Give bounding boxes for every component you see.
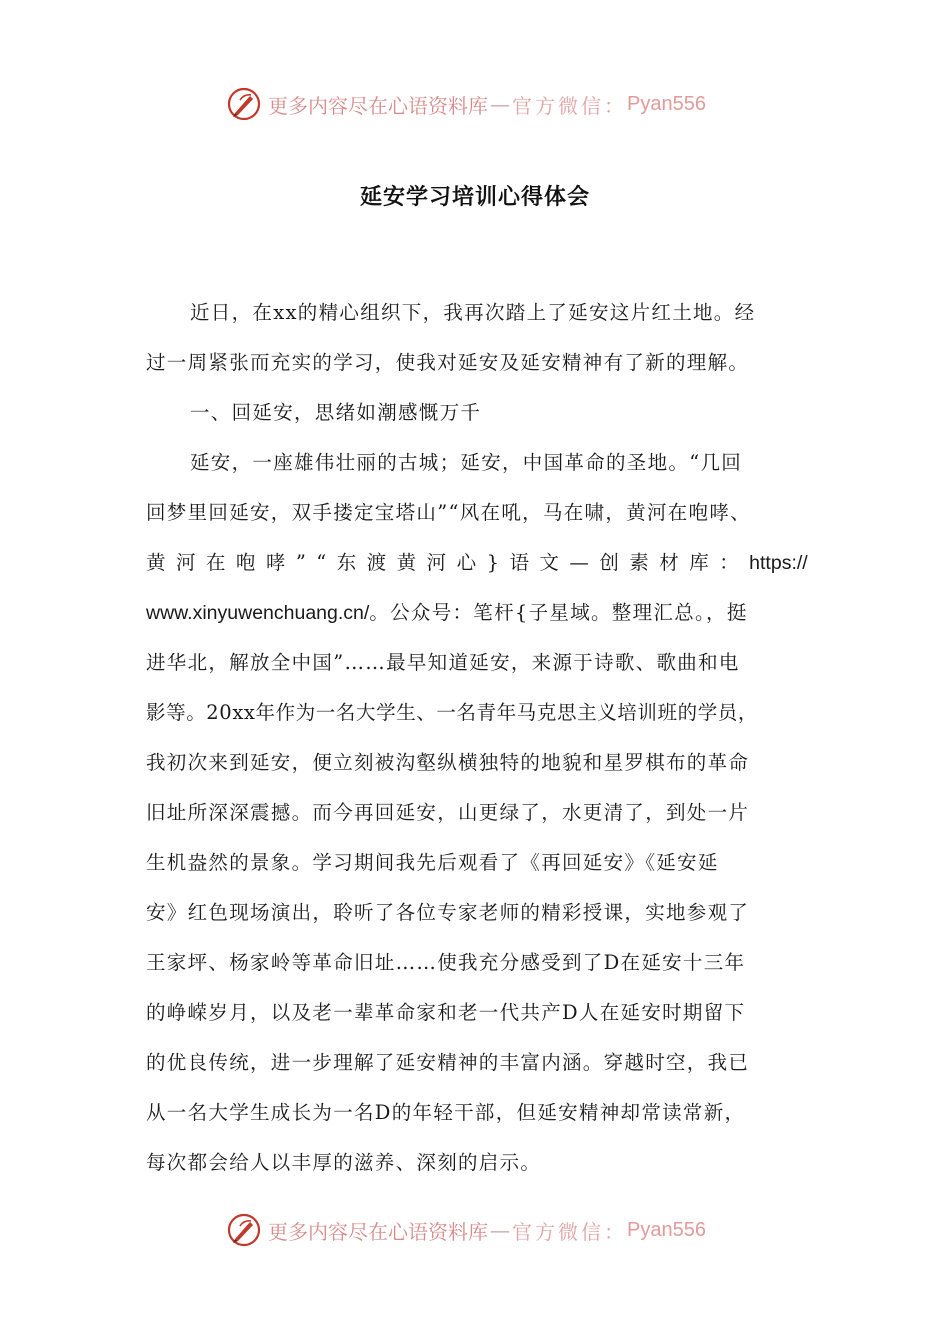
paragraph-2-line-1: 延安，一座雄伟壮丽的古城；延安，中国革命的圣地。“几回 — [190, 451, 743, 474]
paragraph-2-line-13: 的优良传统，进一步理解了延安精神的丰富内涵。穿越时空，我已 — [146, 1051, 750, 1074]
spread-char: 哮 — [265, 551, 286, 574]
spread-char: 在 — [205, 551, 226, 574]
spread-char: 黄 — [146, 551, 166, 574]
paragraph-2-line-12: 的峥嵘岁月，以及老一辈革命家和老一代共产D人在延安时期留下 — [146, 1001, 746, 1024]
spread-char: 东 — [336, 551, 357, 574]
paragraph-2-line-6: 影等。20xx年作为一名大学生、一名青年马克思主义培训班的学员， — [146, 701, 759, 724]
paragraph-2-line-10: 安》红色现场演出，聆听了各位专家老师的精彩授课，实地参观了 — [146, 901, 750, 924]
banner-wechat-id: Pyan556 — [627, 92, 706, 115]
banner-wechat-label: 官方微信： — [512, 93, 627, 118]
spread-char: 河 — [426, 551, 447, 574]
paragraph-2-line-3 — [146, 538, 808, 588]
spread-char: 河 — [175, 551, 196, 574]
spread-char: 渡 — [366, 551, 387, 574]
spread-char: 库 — [689, 551, 709, 574]
banner-brand-text: 更多内容尽在心语资料库 — [268, 93, 488, 118]
spread-char: } — [486, 551, 499, 574]
paragraph-2-line-4 — [146, 588, 808, 638]
paragraph-1-line-1: 近日，在xx的精心组织下，我再次踏上了延安这片红土地。经 — [190, 301, 756, 324]
pen-logo-icon — [226, 86, 262, 122]
header-banner — [226, 84, 706, 124]
spread-char: 咆 — [235, 551, 256, 574]
paragraph-2-line-15: 每次都会给人以丰厚的滋养、深刻的启示。 — [146, 1151, 542, 1174]
spread-char: 创 — [599, 551, 619, 574]
spread-char: 文 — [539, 551, 559, 574]
banner-dash: — — [490, 1218, 510, 1242]
paragraph-2-line-2: 回梦里回延安，双手搂定宝塔山”“风在吼，马在啸，黄河在咆哮、 — [146, 501, 751, 524]
banner-brand-text: 更多内容尽在心语资料库 — [268, 1219, 488, 1244]
line-4-rest: 。公众号：笔杆{子星域。整理汇总。，挺 — [369, 601, 748, 624]
section-heading-1: 一、回延安，思绪如潮感慨万千 — [190, 401, 482, 424]
spread-char: 材 — [659, 551, 679, 574]
banner-dash: — — [490, 92, 510, 116]
spread-char: 心 — [456, 551, 477, 574]
url-text: www.xinyuwenchuang.cn/ — [146, 602, 370, 624]
spread-char: “ — [316, 551, 327, 574]
document-title: 延安学习培训心得体会 — [359, 184, 590, 210]
spread-char: ” — [295, 551, 306, 574]
spread-char: 黄 — [396, 551, 417, 574]
footer-banner — [226, 1210, 706, 1250]
paragraph-2-line-9: 生机盎然的景象。学习期间我先后观看了《再回延安》《延安延 — [146, 851, 719, 874]
paragraph-2-line-14: 从一名大学生成长为一名D的年轻干部，但延安精神却常读常新， — [146, 1101, 746, 1124]
banner-wechat-label: 官方微信： — [512, 1219, 627, 1244]
banner-wechat-id: Pyan556 — [627, 1218, 706, 1241]
pen-logo-icon — [226, 1212, 262, 1248]
url-fragment: https:// — [749, 552, 808, 574]
spread-char: ： — [719, 551, 739, 574]
spread-char: — — [569, 551, 589, 574]
paragraph-1-line-2: 过一周紧张而充实的学习，使我对延安及延安精神有了新的理解。 — [146, 351, 750, 374]
paragraph-2-line-5: 进华北，解放全中国”……最早知道延安，来源于诗歌、歌曲和电 — [146, 651, 740, 674]
paragraph-2-line-7: 我初次来到延安，便立刻被沟壑纵横独特的地貌和星罗棋布的革命 — [146, 751, 750, 774]
spread-char: 语 — [509, 551, 529, 574]
document-body — [146, 288, 808, 1188]
paragraph-2-line-11: 王家坪、杨家岭等革命旧址……使我充分感受到了D在延安十三年 — [146, 951, 746, 974]
paragraph-2-line-8: 旧址所深深震撼。而今再回延安，山更绿了，水更清了，到处一片 — [146, 801, 750, 824]
spread-char: 素 — [629, 551, 649, 574]
